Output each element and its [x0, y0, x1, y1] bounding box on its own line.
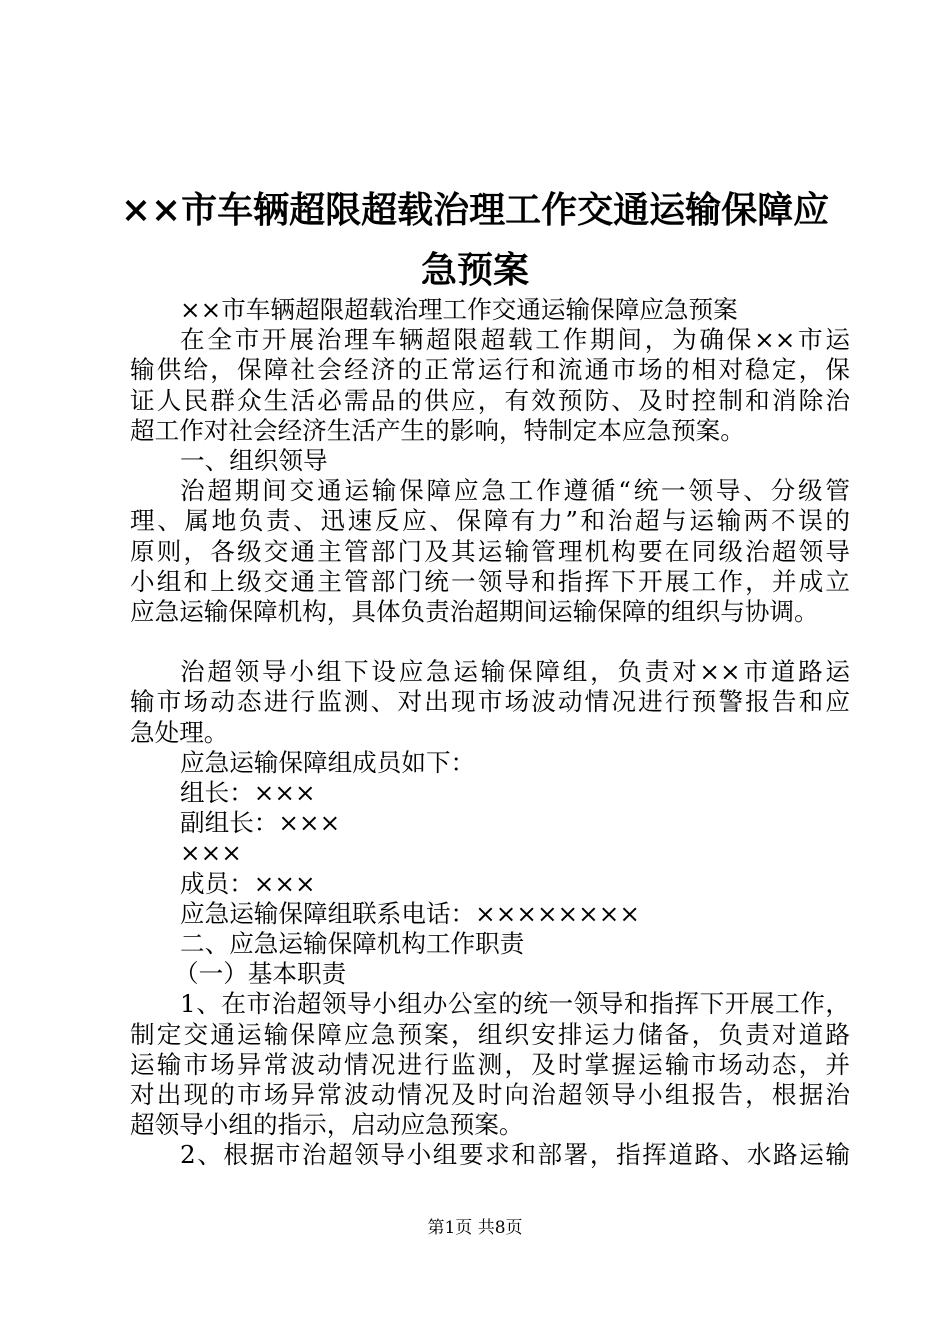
paragraph-line: 对出现的市场异常波动情况及时向治超领导小组报告，根据治 — [130, 1079, 850, 1109]
subsection-heading: （一）基本职责 — [174, 959, 347, 989]
paragraph-line: 小组和上级交通主管部门统一领导和指挥下开展工作，并成立 — [130, 566, 850, 596]
paragraph-line: 输市场动态进行监测、对出现市场波动情况进行预警报告和应 — [130, 687, 850, 717]
paragraph-line: 应急运输保障组成员如下： — [180, 747, 476, 777]
paragraph-line: 运输市场异常波动情况进行监测，及时掌握运输市场动态，并 — [130, 1049, 850, 1079]
paragraph-line: 超领导小组的指示，启动应急预案。 — [130, 1110, 524, 1140]
paragraph-line: 治超期间交通运输保障应急工作遵循“统一领导、分级管 — [180, 476, 850, 506]
subtitle-line: ××市车辆超限超载治理工作交通运输保障应急预案 — [180, 295, 738, 324]
section-heading: 二、应急运输保障机构工作职责 — [180, 928, 525, 958]
member-line: ××× — [180, 838, 242, 868]
document-title-line-2: 急预案 — [420, 249, 529, 291]
paragraph-line: 输供给，保障社会经济的正常运行和流通市场的相对稳定，保 — [130, 355, 850, 385]
document-title-line-1: ××市车辆超限超载治理工作交通运输保障应 — [120, 189, 830, 231]
member-line: 副组长：××× — [180, 808, 341, 838]
paragraph-line: 2、根据市治超领导小组要求和部署，指挥道路、水路运输 — [180, 1140, 850, 1170]
paragraph-line: 治超领导小组下设应急运输保障组，负责对××市道路运 — [180, 657, 850, 687]
document-body — [130, 295, 850, 1170]
paragraph-line: 原则，各级交通主管部门及其运输管理机构要在同级治超领导 — [130, 536, 850, 566]
paragraph-line: 在全市开展治理车辆超限超载工作期间，为确保××市运 — [180, 325, 850, 355]
paragraph-line: 1、在市治超领导小组办公室的统一领导和指挥下开展工作， — [180, 989, 850, 1019]
page-footer: 第1页 共8页 — [427, 1218, 523, 1238]
section-heading: 一、组织领导 — [180, 445, 328, 475]
paragraph-line: 应急运输保障机构，具体负责治超期间运输保障的组织与协调。 — [130, 596, 819, 626]
member-line: 组长：××× — [180, 778, 316, 807]
member-line: 成员：××× — [180, 868, 316, 898]
blank-line — [130, 627, 850, 657]
paragraph-line: 急处理。 — [130, 717, 229, 747]
paragraph-line: 证人民群众生活必需品的供应，有效预防、及时控制和消除治 — [130, 385, 850, 415]
paragraph-line: 超工作对社会经济生活产生的影响，特制定本应急预案。 — [130, 415, 745, 445]
contact-phone-line: 应急运输保障组联系电话：×××××××× — [180, 898, 640, 928]
paragraph-line: 制定交通运输保障应急预案，组织安排运力储备，负责对道路 — [130, 1019, 850, 1049]
paragraph-line: 理、属地负责、迅速反应、保障有力”和治超与运输两不误的 — [130, 506, 850, 536]
